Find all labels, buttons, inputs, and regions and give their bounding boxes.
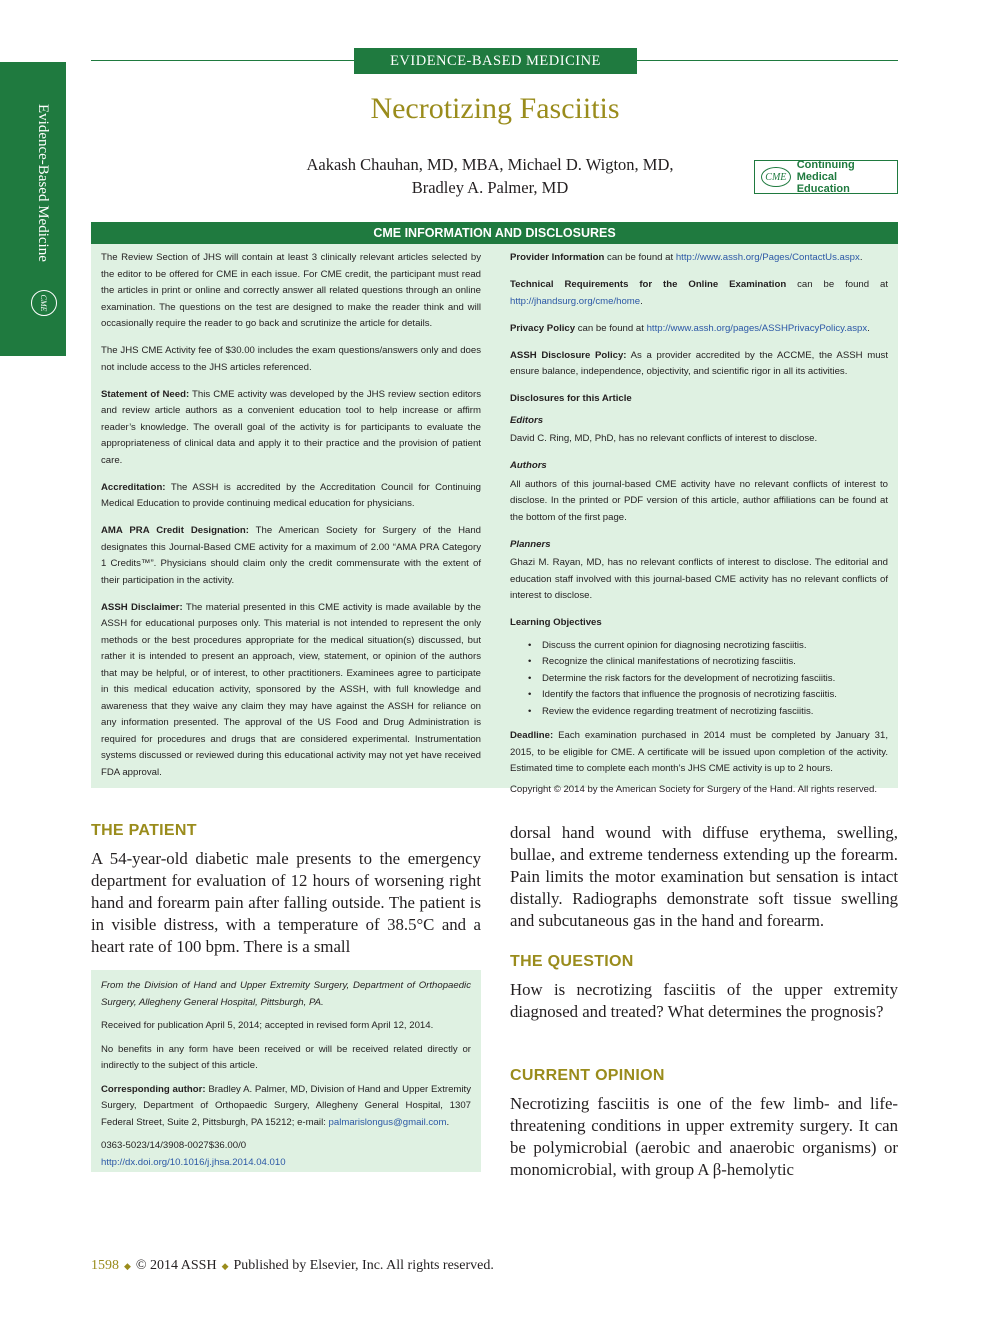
- bullet-icon: ◆: [221, 1261, 229, 1271]
- ama-credit: [101, 523, 481, 589]
- cme-fee: The JHS CME Activity fee of $30.00 includes the exam questions/answers only and does not include access to the JHS articles referenced.: [101, 345, 481, 373]
- email-link[interactable]: palmarislongus@gmail.com: [328, 1116, 447, 1128]
- ama-label: AMA PRA Credit Designation:: [101, 525, 249, 536]
- cme-intro: The Review Section of JHS will contain at least 3 clinically relevant articles selected by the editor to be offered for CME in each issue. For CME credit, the participant must read the articles in print or online and correctly answer all related questions through an online examination. The questions on the test are designed to make the reader think and will occasionally require the reader to go back and scrutinize the article for details.: [101, 252, 481, 329]
- question-text: How is necrotizing fasciitis of the upper extremity diagnosed and treated? What determines the prognosis?: [510, 980, 898, 1021]
- disclosures-heading: Disclosures for this Article: [510, 393, 632, 404]
- editors-heading: Editors: [510, 414, 544, 426]
- cme-logo-text: [797, 159, 897, 195]
- list-item: • Identify the factors that influence the prognosis of necrotizing fasciitis.: [528, 687, 888, 704]
- question-heading: THE QUESTION: [510, 953, 634, 970]
- article-title: Necrotizing Fasciitis: [370, 92, 620, 125]
- footer-copyright: © 2014 ASSH: [135, 1258, 217, 1273]
- provider-info: Provider Information can be found at http://www.assh.org/Pages/ContactUs.aspx.: [510, 252, 863, 263]
- patient-heading: THE PATIENT: [91, 822, 197, 839]
- assh-policy-text: As a provider accredited by the ACCME, the ASSH must ensure balance, independence, objectivity, and scientific rigor in all its activities.: [510, 349, 889, 377]
- assh-disclaimer: [101, 600, 481, 782]
- tech-link[interactable]: http://jhandsurg.org/cme/home: [510, 295, 641, 307]
- deadline-label: Deadline:: [510, 730, 554, 741]
- provider-label: Provider Information: [510, 252, 605, 263]
- author-list: [270, 153, 710, 199]
- header-rule-left: [91, 60, 354, 61]
- page-footer: [91, 1258, 494, 1274]
- cme-logo: [754, 160, 898, 194]
- corr-label: Corresponding author:: [101, 1083, 206, 1095]
- corr-text: Bradley A. Palmer, MD, Division of Hand and Upper Extremity Surgery, Department of Orthopaedic Surgery, Allegheny General Hospital, 1307 Federal Street, Suite 2, Pittsburgh, PA 15212; e-mail:: [101, 1083, 471, 1128]
- corresponding-author: Corresponding author: Bradley A. Palmer, MD, Division of Hand and Upper Extremity Surgery, Department of Orthopaedic Surgery, Allegheny General Hospital, 1307 Federal Street, Suite 2, Pittsburgh, PA 15212; e-mail: palmarislongus@gmail.com.: [101, 1083, 471, 1128]
- provider-text: can be found at: [604, 252, 676, 263]
- affiliation-text: [101, 978, 471, 1171]
- affiliation-from: From the Division of Hand and Upper Extremity Surgery, Department of Orthopaedic Surgery, Allegheny General Hospital, Pittsburgh, PA.: [101, 980, 471, 1008]
- tech-label: Technical Requirements for the Online Examination: [510, 279, 787, 290]
- assh-policy-label: ASSH Disclosure Policy:: [510, 349, 627, 361]
- deadline: [510, 728, 888, 778]
- side-tab-label: Evidence-Based Medicine: [35, 104, 51, 262]
- accred-text: The ASSH is accredited by the Accreditation Council for Continuing Medical Education to provide continuing medical education for physicians.: [101, 481, 481, 509]
- need-label: Statement of Need:: [101, 388, 190, 400]
- authors-text: All authors of this journal-based CME activity have no relevant conflicts of interest to disclose. In the printed or PDF version of this article, author affiliations can be found at the bottom of the first page.: [510, 478, 888, 523]
- cme-logo-line2: Education: [796, 183, 850, 195]
- authors-heading: Authors: [510, 460, 547, 471]
- privacy-link[interactable]: http://www.assh.org/pages/ASSHPrivacyPolicy.aspx: [646, 322, 868, 334]
- statement-of-need: [101, 387, 481, 470]
- accreditation: [101, 480, 481, 513]
- list-item: • Recognize the clinical manifestations of necrotizing fasciitis.: [528, 654, 888, 671]
- cme-left-column: [101, 250, 481, 792]
- planners-text: Ghazi M. Rayan, MD, has no relevant conflicts of interest to disclose. The editorial and education staff involved with this journal-based CME activity has no relevant conflicts of interest to disclose.: [510, 557, 888, 601]
- header-rule-right: [637, 60, 898, 61]
- accred-label: Accreditation:: [101, 481, 166, 493]
- affiliation-benefits: No benefits in any form have been received or will be received related directly or indirectly to the subject of this article.: [101, 1043, 471, 1071]
- deadline-text: Each examination purchased in 2014 must be completed by January 31, 2015, to be eligible for CME. A certificate will be issued upon completion of the activity. Estimated time to complete each month’s JHS CME activity is up to 2 hours.: [510, 730, 888, 774]
- cme-copyright: Copyright © 2014 by the American Society for Surgery of the Hand. All rights reserved.: [510, 783, 878, 795]
- disclaimer-text: The material presented in this CME activity is made available by the ASSH for educational purposes only. This material is not intended to represent the only methods or the best procedures appropriate for the medical situation(s) discussed, but rather it is intended to present an approach, view, statement, or opinion of the authors that may be helpful, or of interest, to other practitioners. Examinees agree to participate in this medical education activity, sponsored by the ASSH, with full knowledge and awareness that they waive any claim they may have against the ASSH for reliance on any information presented. The approval of the US Food and Drug Administration is required for procedures and drugs that are considered experimental. Instrumentation systems discussed or reviewed during this educational activity may not yet have received FDA approval.: [101, 601, 481, 778]
- privacy-policy: Privacy Policy can be found at http://www.assh.org/pages/ASSHPrivacyPolicy.aspx.: [510, 322, 870, 334]
- privacy-text: can be found at: [575, 322, 647, 334]
- assh-disclosure-policy: [510, 348, 888, 381]
- author-line-1: Aakash Chauhan, MD, MBA, Michael D. Wigton, MD,: [306, 155, 674, 174]
- doi-link[interactable]: http://dx.doi.org/10.1016/j.jhsa.2014.04.010: [101, 1156, 286, 1168]
- cme-icon: CME: [31, 290, 57, 316]
- section-tag: EVIDENCE-BASED MEDICINE: [354, 48, 637, 74]
- editors-text: David C. Ring, MD, PhD, has no relevant conflicts of interest to disclose.: [510, 433, 818, 444]
- disclaimer-label: ASSH Disclaimer:: [101, 601, 183, 613]
- privacy-label: Privacy Policy: [510, 322, 576, 334]
- objectives-list: [528, 638, 888, 721]
- footer-publisher: Published by Elsevier, Inc. All rights reserved.: [233, 1258, 494, 1273]
- list-item: • Review the evidence regarding treatment of necrotizing fasciitis.: [528, 704, 888, 721]
- cme-logo-line1: Continuing Medical: [796, 159, 855, 183]
- patient-text-right: dorsal hand wound with diffuse erythema, swelling, bullae, and extreme tenderness extending up the forearm. Pain limits the motor examination but sensation is intact distally. Radiographs demonstrate soft tissue swelling and subcutaneous gas in the hand and forearm.: [510, 823, 898, 930]
- opinion-text: Necrotizing fasciitis is one of the few limb- and life-threatening conditions in upper extremity surgery. It can be polymicrobial (aerobic and anaerobic organisms) or monomicrobial, with group A β-hemolytic: [510, 1094, 898, 1179]
- need-text: This CME activity was developed by the JHS review section editors and review article authors as a convenient education tool to help increase or affirm reader’s knowledge. The overall goal of the activity is for participants to evaluate the appropriateness of clinical data and apply it to their practice and the provision of patient care.: [101, 388, 482, 466]
- cme-right-column: [510, 250, 888, 809]
- planners-heading: Planners: [510, 538, 551, 550]
- provider-link[interactable]: http://www.assh.org/Pages/ContactUs.aspx: [675, 252, 860, 263]
- list-item: • Determine the risk factors for the development of necrotizing fasciitis.: [528, 671, 888, 688]
- opinion-heading: CURRENT OPINION: [510, 1067, 665, 1084]
- author-line-2: Bradley A. Palmer, MD: [411, 178, 569, 197]
- bullet-icon: ◆: [124, 1261, 131, 1271]
- page-number: 1598: [91, 1258, 119, 1273]
- cme-header: CME INFORMATION AND DISCLOSURES: [91, 222, 898, 244]
- list-item: • Discuss the current opinion for diagnosing necrotizing fasciitis.: [528, 638, 888, 655]
- issn: 0363-5023/14/3908-0027$36.00/0: [101, 1140, 247, 1151]
- tech-text: can be found at: [786, 279, 889, 290]
- objectives-heading: Learning Objectives: [510, 617, 602, 628]
- affiliation-received: Received for publication April 5, 2014; accepted in revised form April 12, 2014.: [101, 1020, 434, 1031]
- tech-requirements: Technical Requirements for the Online Examination can be found at http://jhandsurg.org/cme/home.: [510, 279, 889, 307]
- patient-text-left: A 54-year-old diabetic male presents to the emergency department for evaluation of 12 hours of worsening right hand and forearm pain after falling outside. The patient is in visible distress, with a temperature of 38.5°C and a heart rate of 100 bpm. There is a small: [91, 849, 481, 956]
- ama-text: The American Society for Surgery of the Hand designates this Journal-Based CME activity for a maximum of 2.00 “AMA PRA Category 1 Credits™”. Physicians should claim only the credit commensurate with the extent of their participation in the activity.: [101, 525, 482, 586]
- cme-oval-icon: CME: [761, 167, 791, 187]
